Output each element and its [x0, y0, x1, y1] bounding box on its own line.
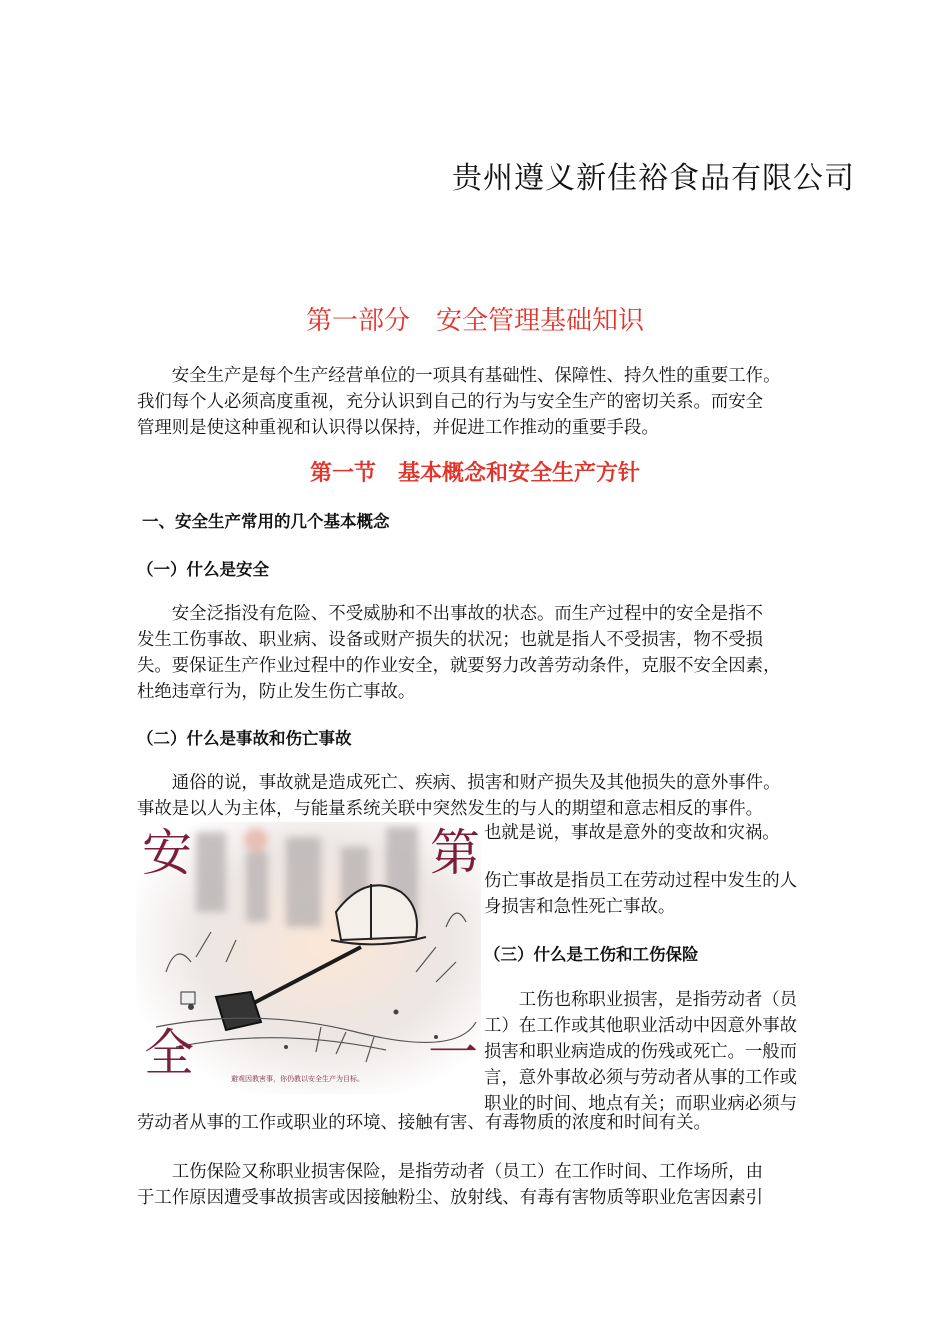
- heading-basic-concepts: 一、安全生产常用的几个基本概念: [142, 512, 390, 531]
- accident-wrap-text: 也就是说，事故是意外的变故和灾祸。: [484, 823, 780, 843]
- heading-work-injury: （三）什么是工伤和工伤保险: [484, 945, 699, 964]
- heading-what-is-safety: （一）什么是安全: [137, 560, 269, 579]
- safety-line: 杜绝违章行为，防止发生伤亡事故。: [137, 682, 416, 702]
- work-injury-line: 工）在工作或其他职业活动中因意外事故: [484, 1016, 798, 1036]
- insurance-line: 工伤保险又称职业损害保险，是指劳动者（员工）在工作时间、工作场所，由: [137, 1162, 764, 1182]
- intro-paragraph: [137, 363, 780, 441]
- accident-line: 事故是以人为主体，与能量系统关联中突然发生的与人的期望和意志相反的事件。: [137, 799, 764, 819]
- poster-char-an: 安: [142, 824, 192, 882]
- work-injury-full-line: 劳动者从事的工作或职业的环境、接触有害、有毒物质的浓度和时间有关。: [137, 1113, 711, 1133]
- injury-line: 伤亡事故是指员工在劳动过程中发生的人: [484, 871, 798, 891]
- poster-char-di: 第: [430, 824, 480, 882]
- insurance-line: 于工作原因遭受事故损害或因接触粉尘、放射线、有毒有害物质等职业危害因素引: [137, 1188, 764, 1208]
- work-injury-line: 言，意外事故必须与劳动者从事的工作或: [484, 1068, 798, 1088]
- work-injury-continued: [137, 1110, 711, 1136]
- safety-line: 发生工伤事故、职业病、设备或财产损失的状况；也就是指人不受损害，物不受损: [137, 630, 764, 650]
- heading-accident: （二）什么是事故和伤亡事故: [137, 729, 352, 748]
- work-injury-paragraph: [484, 987, 797, 1117]
- section-title: 第一节 基本概念和安全生产方针: [309, 461, 640, 486]
- poster-char-yi: 一: [428, 1024, 478, 1082]
- accident-line: 通俗的说，事故就是造成死亡、疾病、损害和财产损失及其他损失的意外事件。: [137, 773, 781, 793]
- work-injury-line: 损害和职业病造成的伤残或死亡。一般而: [484, 1042, 798, 1062]
- injury-paragraph: [484, 868, 797, 920]
- safety-paragraph: [137, 601, 780, 705]
- accident-wrap-line: [484, 820, 780, 846]
- company-name: 贵州遵义新佳裕食品有限公司: [452, 161, 855, 196]
- part-title: 第一部分 安全管理基础知识: [305, 306, 644, 336]
- intro-line: 管理则是使这种重视和认识得以保持，并促进工作推动的重要手段。: [137, 418, 659, 438]
- insurance-paragraph: [137, 1159, 763, 1211]
- accident-paragraph: [137, 770, 780, 822]
- intro-line: 我们每个人必须高度重视，充分认识到自己的行为与安全生产的密切关系。而安全: [137, 392, 764, 412]
- intro-line: 安全生产是每个生产经营单位的一项具有基础性、保障性、持久性的重要工作。: [137, 366, 781, 386]
- work-injury-line: 职业的时间、地点有关；而职业病必须与: [484, 1094, 798, 1114]
- safety-line: 失。要保证生产作业过程中的作业安全，就要努力改善劳动条件，克服不安全因素，: [137, 656, 781, 676]
- safety-poster-image: [136, 822, 481, 1094]
- injury-line: 身损害和急性死亡事故。: [484, 897, 676, 917]
- safety-line: 安全泛指没有危险、不受威胁和不出事故的状态。而生产过程中的安全是指不: [137, 604, 764, 624]
- poster-char-quan: 全: [144, 1024, 194, 1082]
- work-injury-line: 工伤也称职业损害，是指劳动者（员: [484, 990, 798, 1010]
- poster-caption: 避观因教害事，你仍教以安全生产为目标。: [231, 1075, 364, 1083]
